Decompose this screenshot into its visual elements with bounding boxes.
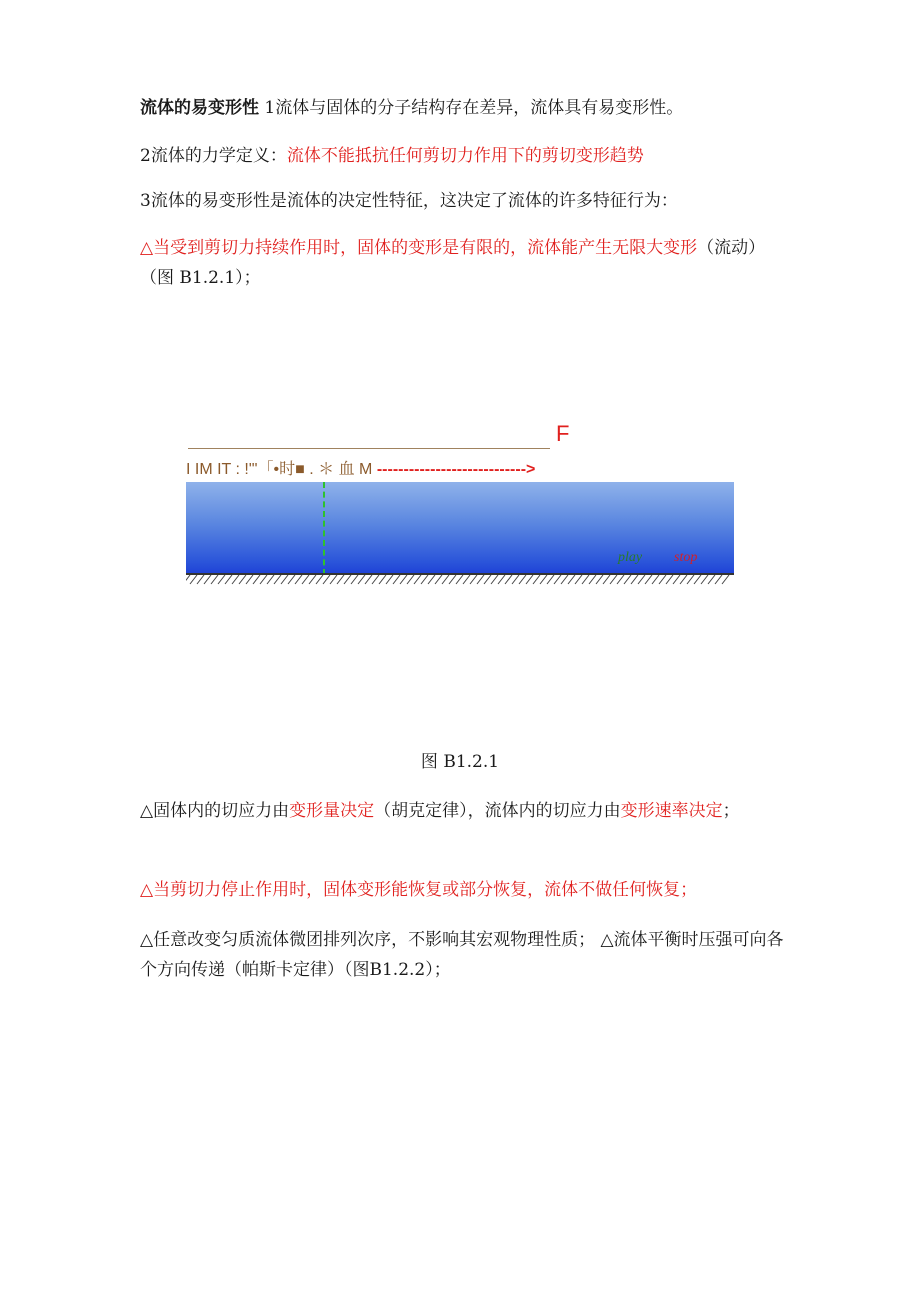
definition-highlight: 流体不能抵抗任何剪切力作用下的剪切变形趋势 bbox=[286, 146, 644, 166]
hatch-mark bbox=[603, 575, 610, 584]
hatch-mark bbox=[204, 575, 211, 584]
hatch-mark bbox=[666, 575, 673, 584]
hatch-mark bbox=[456, 575, 463, 584]
hatch-mark bbox=[421, 575, 428, 584]
highlight-text: △当剪切力停止作用时，固体变形能恢复或部分恢复，流体不做任何恢复； bbox=[140, 880, 698, 900]
hatch-mark bbox=[589, 575, 596, 584]
hatch-mark bbox=[491, 575, 498, 584]
paragraph-shear-continuous bbox=[140, 233, 790, 293]
paragraph-text: 1流体与固体的分子结构存在差异，流体具有易变形性。 bbox=[259, 98, 684, 118]
hatch-mark bbox=[610, 575, 617, 584]
hatch-mark bbox=[680, 575, 687, 584]
hatch-mark bbox=[435, 575, 442, 584]
paragraph-recovery bbox=[140, 875, 790, 905]
paragraph-definition bbox=[140, 141, 790, 171]
hatch-mark bbox=[288, 575, 295, 584]
hatch-mark bbox=[652, 575, 659, 584]
hatch-mark bbox=[351, 575, 358, 584]
hatch-mark bbox=[344, 575, 351, 584]
paragraph-shear-stress bbox=[140, 796, 790, 826]
hatch-mark bbox=[267, 575, 274, 584]
hatch-mark bbox=[659, 575, 666, 584]
hatch-mark bbox=[400, 575, 407, 584]
text-part: ； bbox=[722, 801, 740, 821]
dashed-marker-line bbox=[323, 482, 325, 575]
hatch-mark bbox=[624, 575, 631, 584]
fluid-layer bbox=[186, 482, 734, 575]
hatch-mark bbox=[211, 575, 218, 584]
text-part: （胡克定律），流体内的切应力由 bbox=[374, 801, 621, 821]
hatch-mark bbox=[477, 575, 484, 584]
hatch-mark bbox=[253, 575, 260, 584]
hatch-mark bbox=[225, 575, 232, 584]
hatch-mark bbox=[505, 575, 512, 584]
play-button[interactable]: play bbox=[618, 550, 643, 565]
hatch-mark bbox=[568, 575, 575, 584]
hatch-mark bbox=[715, 575, 722, 584]
hatch-mark bbox=[358, 575, 365, 584]
stop-button[interactable]: stop bbox=[674, 550, 698, 565]
paragraph-pascal bbox=[140, 925, 790, 985]
hatch-mark bbox=[638, 575, 645, 584]
paragraph-characteristic bbox=[140, 186, 790, 216]
hatch-mark bbox=[708, 575, 715, 584]
hatch-mark bbox=[309, 575, 316, 584]
paragraph-deformability bbox=[140, 93, 790, 123]
figure-caption: 图 B1.2.1 bbox=[420, 752, 500, 772]
highlight-text: △当受到剪切力持续作用时，固体的变形是有限的，流体能产生无限大变形 bbox=[140, 238, 698, 258]
hatch-mark bbox=[337, 575, 344, 584]
hatch-mark bbox=[519, 575, 526, 584]
hatch-mark bbox=[379, 575, 386, 584]
force-line bbox=[188, 448, 550, 449]
garbled-text: I IM IT : !"'「•时■ . ＊ 血 M bbox=[186, 461, 373, 478]
hatch-mark bbox=[281, 575, 288, 584]
hatch-mark bbox=[323, 575, 330, 584]
hatch-mark bbox=[428, 575, 435, 584]
ground-hatching bbox=[186, 573, 734, 585]
force-arrow: ----------------------------> bbox=[376, 461, 536, 478]
hatch-mark bbox=[547, 575, 554, 584]
figure-garbled-label bbox=[186, 456, 535, 479]
hatch-mark bbox=[190, 575, 197, 584]
hatch-mark bbox=[526, 575, 533, 584]
hatch-mark bbox=[274, 575, 281, 584]
hatch-mark bbox=[631, 575, 638, 584]
hatch-mark bbox=[645, 575, 652, 584]
definition-label: 2流体的力学定义： bbox=[140, 146, 287, 166]
hatch-mark bbox=[442, 575, 449, 584]
paragraph-text: 3流体的易变形性是流体的决定性特征，这决定了流体的许多特征行为： bbox=[140, 191, 678, 211]
hatch-mark bbox=[302, 575, 309, 584]
hatch-mark bbox=[540, 575, 547, 584]
hatch-mark bbox=[701, 575, 708, 584]
hatch-mark bbox=[498, 575, 505, 584]
hatch-mark bbox=[449, 575, 456, 584]
hatch-mark bbox=[316, 575, 323, 584]
hatch-mark bbox=[232, 575, 239, 584]
hatch-mark bbox=[386, 575, 393, 584]
hatch-mark bbox=[197, 575, 204, 584]
highlight-deformation: 变形量决定 bbox=[289, 801, 375, 821]
hatch-mark bbox=[575, 575, 582, 584]
hatch-mark bbox=[533, 575, 540, 584]
hatch-mark bbox=[239, 575, 246, 584]
hatch-mark bbox=[554, 575, 561, 584]
hatch-mark bbox=[365, 575, 372, 584]
text-part: △固体内的切应力由 bbox=[140, 801, 290, 821]
paragraph-text: （流动）（图 B1.2.1）； bbox=[140, 238, 766, 288]
paragraph-text: △任意改变匀质流体微团排列次序，不影响其宏观物理性质； △流体平衡时压强可向各个方向传递（帕斯卡定律）（图B1.2.2）； bbox=[140, 930, 784, 980]
hatch-mark bbox=[582, 575, 589, 584]
section-heading: 流体的易变形性 bbox=[140, 98, 259, 118]
hatch-mark bbox=[687, 575, 694, 584]
hatch-mark bbox=[393, 575, 400, 584]
hatch-mark bbox=[186, 575, 190, 584]
hatch-mark bbox=[694, 575, 701, 584]
hatch-mark bbox=[372, 575, 379, 584]
hatch-mark bbox=[218, 575, 225, 584]
force-label: F bbox=[556, 421, 570, 446]
highlight-rate: 变形速率决定 bbox=[620, 801, 723, 821]
hatch-mark bbox=[260, 575, 267, 584]
hatch-mark bbox=[596, 575, 603, 584]
hatch-mark bbox=[414, 575, 421, 584]
shear-flow-figure bbox=[186, 420, 736, 590]
hatch-mark bbox=[470, 575, 477, 584]
hatch-mark bbox=[722, 575, 729, 584]
hatch-mark bbox=[463, 575, 470, 584]
hatch-mark bbox=[561, 575, 568, 584]
hatch-mark bbox=[295, 575, 302, 584]
hatch-mark bbox=[617, 575, 624, 584]
hatch-mark bbox=[330, 575, 337, 584]
hatch-mark bbox=[673, 575, 680, 584]
hatch-mark bbox=[246, 575, 253, 584]
hatch-mark bbox=[484, 575, 491, 584]
hatch-mark bbox=[407, 575, 414, 584]
hatch-mark bbox=[512, 575, 519, 584]
